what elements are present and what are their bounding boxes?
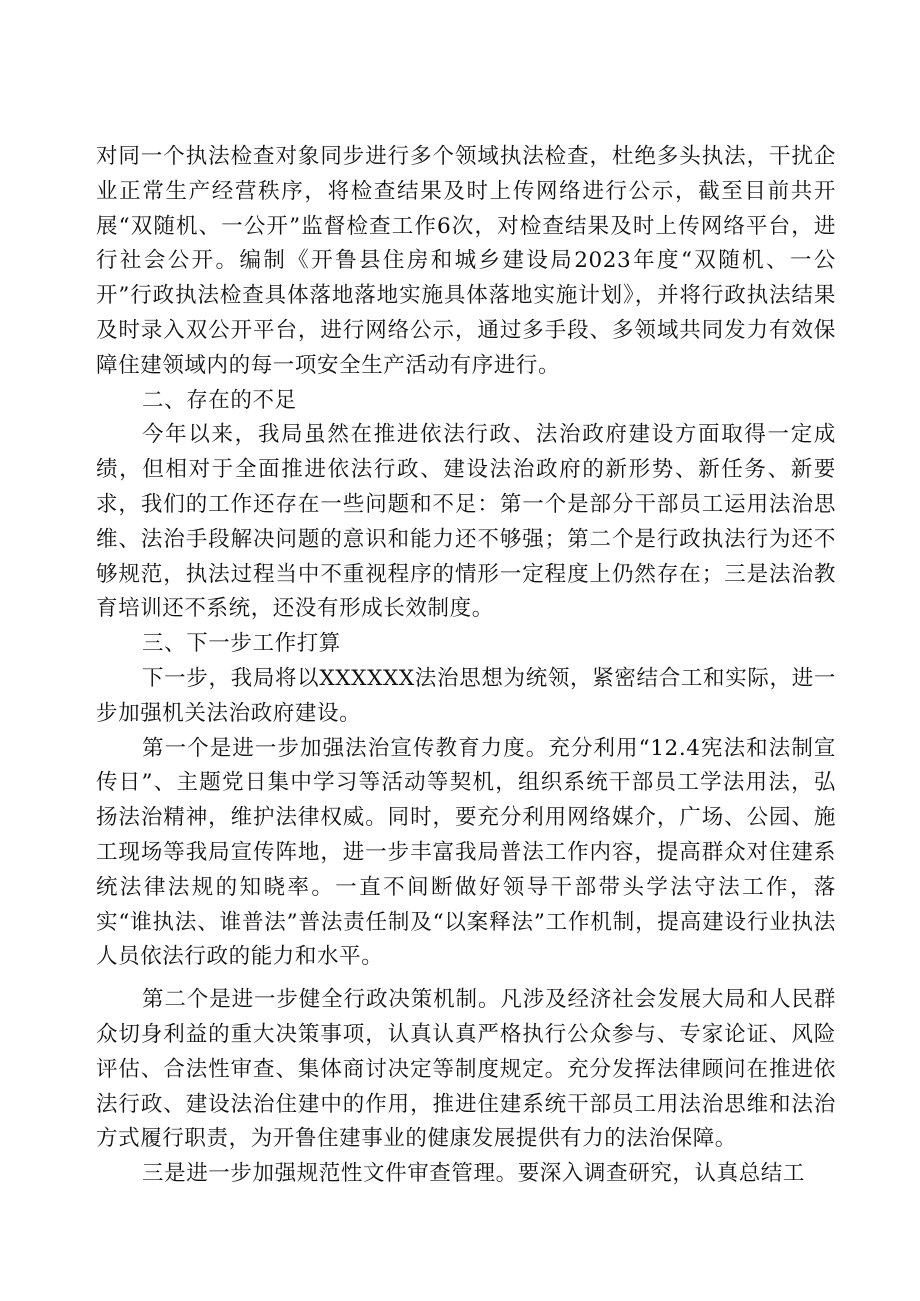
paragraph-gap [96, 975, 836, 983]
paragraph-next-steps-intro: 下一步，我局将以XXXXXX法治思想为统领，紧密结合工和实际，进一步加强机关法治政府建设。 [96, 665, 836, 726]
paragraph-shortcomings: 今年以来，我局虽然在推进依法行政、法治政府建设方面取得一定成绩，但相对于全面推进依法行政、建设法治政府的新形势、新任务、新要求，我们的工作还存在一些问题和不足：第一个是部分干部员工运用法治思维、法治手段解决问题的意识和能力还不够强；第二个是行政执法行为还不够规范，执法过程当中不重视程序的情形一定程度上仍然存在；三是法治教育培训还不系统，还没有形成长效制度。 [96, 422, 836, 622]
document-page [96, 140, 836, 1192]
section-heading-shortcomings: 二、存在的不足 [142, 387, 297, 413]
paragraph-decision-mechanism: 第二个是进一步健全行政决策机制。凡涉及经济社会发展大局和人民群众切身利益的重大决策事项，认真认真严格执行公众参与、专家论证、风险评估、合法性审查、集体商讨决定等制度规定。充分发挥法律顾问在推进依法行政、建设法治住建中的作用，推进住建系统干部员工用法治思维和法治方式履行职责，为开鲁住建事业的健康发展提供有力的法治保障。 [96, 987, 836, 1152]
paragraph-normative-documents: 三是进一步加强规范性文件审查管理。要深入调查研究，认真总结工 [142, 1161, 806, 1187]
section-heading-next-steps: 三、下一步工作打算 [142, 631, 341, 657]
paragraph-legal-publicity: 第一个是进一步加强法治宣传教育力度。充分利用“12.4宪法和法制宣传日”、主题党日集中学习等活动等契机，组织系统干部员工学法用法，弘扬法治精神，维护法律权威。同时，要充分利用网络媒介，广场、公园、施工现场等我局宣传阵地，进一步丰富我局普法工作内容，提高群众对住建系统法律法规的知晓率。一直不间断做好领导干部带头学法守法工作，落实“谁执法、谁普法”普法责任制及“以案释法”工作机制，提高建设行业执法人员依法行政的能力和水平。 [96, 735, 836, 970]
paragraph-enforcement-inspection: 对同一个执法检查对象同步进行多个领域执法检查，杜绝多头执法，干扰企业正常生产经营秩序，将检查结果及时上传网络进行公示，截至目前共开展“双随机、一公开”监督检查工作6次，对检查结果及时上传网络平台，进行社会公开。编制《开鲁县住房和城乡建设局2023年度“双随机、一公开”行政执法检查具体落地落地实施具体落地实施计划》，并将行政执法结果及时录入双公开平台，进行网络公示，通过多手段、多领域共同发力有效保障住建领域内的每一项安全生产活动有序进行。 [96, 144, 836, 378]
